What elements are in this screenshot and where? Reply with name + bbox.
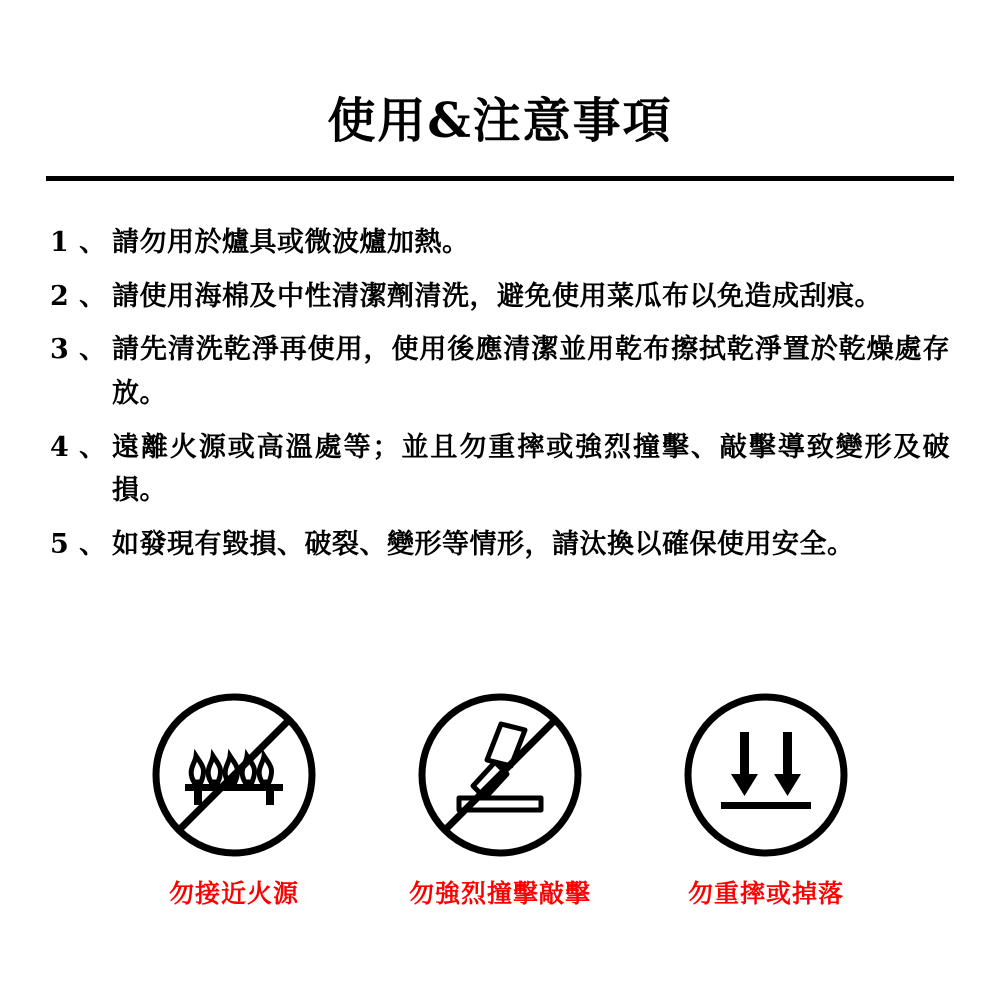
page-title: 使用&注意事項 bbox=[327, 93, 673, 149]
list-item bbox=[50, 328, 950, 415]
icon-caption: 勿接近火源 bbox=[168, 879, 299, 908]
list-item bbox=[50, 221, 950, 265]
list-item-number: 1 、 bbox=[50, 226, 107, 258]
icon-caption: 勿重摔或掉落 bbox=[687, 879, 844, 908]
warning-no-drop bbox=[651, 690, 881, 910]
list-item-number: 4 、 bbox=[50, 431, 107, 463]
list-item-text: 遠離火源或高溫處等；並且勿重摔或強烈撞擊、敲擊導致變形及破損。 bbox=[112, 431, 950, 507]
list-item bbox=[50, 426, 950, 513]
list-item-text: 請勿用於爐具或微波爐加熱。 bbox=[112, 226, 470, 258]
list-item-number: 2 、 bbox=[50, 280, 107, 312]
title-divider bbox=[46, 176, 954, 181]
no-impact-hammer-icon bbox=[415, 690, 585, 860]
list-item bbox=[50, 523, 950, 567]
list-item-number: 3 、 bbox=[50, 334, 107, 366]
warning-no-fire bbox=[119, 690, 349, 910]
warning-no-impact bbox=[385, 690, 615, 910]
list-item-number: 5 、 bbox=[50, 529, 107, 561]
notes-list bbox=[50, 221, 950, 567]
no-drop-icon bbox=[681, 690, 851, 860]
no-fire-icon bbox=[149, 690, 319, 860]
list-item-text: 如發現有毀損、破裂、變形等情形，請汰換以確保使用安全。 bbox=[112, 529, 855, 561]
icon-caption: 勿強烈撞擊敲擊 bbox=[408, 879, 591, 908]
list-item bbox=[50, 275, 950, 319]
list-item-text: 請使用海棉及中性清潔劑清洗，避免使用菜瓜布以免造成刮痕。 bbox=[112, 280, 882, 312]
warning-icons bbox=[0, 690, 1000, 910]
list-item-text: 請先清洗乾淨再使用，使用後應清潔並用乾布擦拭乾淨置於乾燥處存放。 bbox=[112, 334, 950, 409]
